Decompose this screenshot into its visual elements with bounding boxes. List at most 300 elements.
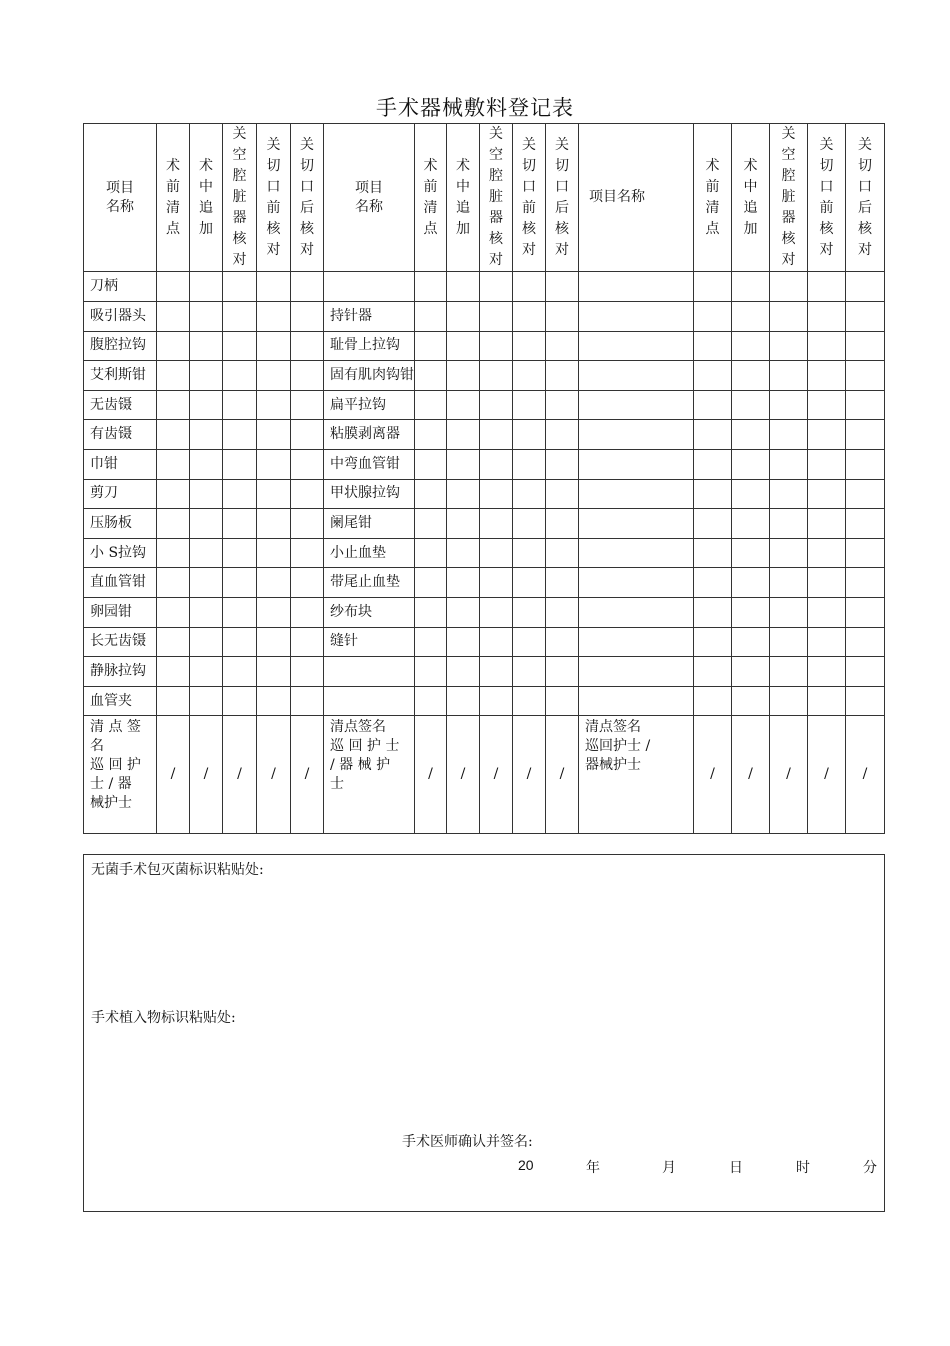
check-cell[interactable] [732,272,770,302]
check-cell[interactable] [190,331,223,361]
signature-label-cell: 清点签名 巡回护士 / 器械护士 [579,716,694,834]
check-cell[interactable] [223,449,257,479]
check-cell[interactable] [415,597,447,627]
check-cell[interactable] [513,479,546,509]
check-cell[interactable] [223,597,257,627]
check-cell[interactable] [291,686,324,716]
slash-mark: / [526,766,532,783]
check-cell[interactable] [415,390,447,420]
item-name-cell [324,657,415,687]
check-cell[interactable] [546,509,579,539]
check-cell[interactable] [157,597,190,627]
item-name-cell [579,538,694,568]
check-cell[interactable] [415,538,447,568]
check-cell[interactable] [257,657,291,687]
header-check-label: 术中追加 [743,157,758,237]
check-cell[interactable] [157,538,190,568]
check-cell[interactable] [257,272,291,302]
check-cell[interactable] [546,657,579,687]
check-cell[interactable] [846,361,885,391]
check-cell[interactable] [157,568,190,598]
check-cell[interactable] [732,302,770,332]
check-cell[interactable] [257,686,291,716]
check-cell[interactable] [257,331,291,361]
header-check-column [770,124,808,272]
check-cell[interactable] [808,538,846,568]
check-cell[interactable] [808,302,846,332]
item-name-cell [84,538,157,568]
check-cell[interactable] [480,686,513,716]
check-cell[interactable] [190,449,223,479]
check-cell[interactable] [846,302,885,332]
check-cell[interactable] [808,479,846,509]
check-cell[interactable] [808,597,846,627]
check-cell[interactable] [808,657,846,687]
item-name-cell [579,686,694,716]
check-cell[interactable] [694,331,732,361]
check-cell[interactable] [694,686,732,716]
check-cell[interactable] [415,568,447,598]
item-name: 带尾止血垫 [330,574,400,591]
check-cell[interactable] [770,686,808,716]
check-cell[interactable] [190,627,223,657]
check-cell[interactable] [157,657,190,687]
check-cell[interactable] [732,509,770,539]
check-cell[interactable] [770,420,808,450]
check-cell[interactable] [513,272,546,302]
signature-slash-cell[interactable] [732,716,770,834]
check-cell[interactable] [694,302,732,332]
check-cell[interactable] [291,627,324,657]
year-label: 年 [586,1160,600,1176]
check-cell[interactable] [546,597,579,627]
check-cell[interactable] [190,361,223,391]
check-cell[interactable] [291,420,324,450]
item-name-cell [324,686,415,716]
check-cell[interactable] [415,331,447,361]
check-cell[interactable] [257,568,291,598]
signature-slash-cell[interactable] [415,716,447,834]
check-cell[interactable] [257,479,291,509]
check-cell[interactable] [157,449,190,479]
check-cell[interactable] [546,420,579,450]
check-cell[interactable] [291,361,324,391]
check-cell[interactable] [846,479,885,509]
check-cell[interactable] [546,449,579,479]
check-cell[interactable] [257,597,291,627]
check-cell[interactable] [513,449,546,479]
signature-slash-cell[interactable] [846,716,885,834]
check-cell[interactable] [770,302,808,332]
check-cell[interactable] [190,657,223,687]
table-row [84,449,885,479]
check-cell[interactable] [546,331,579,361]
check-cell[interactable] [291,568,324,598]
check-cell[interactable] [291,390,324,420]
check-cell[interactable] [480,597,513,627]
check-cell[interactable] [190,302,223,332]
check-cell[interactable] [223,331,257,361]
check-cell[interactable] [846,686,885,716]
item-name-cell [84,597,157,627]
check-cell[interactable] [480,331,513,361]
check-cell[interactable] [846,627,885,657]
check-cell[interactable] [223,538,257,568]
header-check-label: 术中追加 [456,157,470,237]
check-cell[interactable] [223,627,257,657]
check-cell[interactable] [157,390,190,420]
check-cell[interactable] [546,538,579,568]
check-cell[interactable] [480,538,513,568]
check-cell[interactable] [190,479,223,509]
check-cell[interactable] [415,449,447,479]
table-row [84,420,885,450]
check-cell[interactable] [480,479,513,509]
check-cell[interactable] [447,302,480,332]
check-cell[interactable] [770,361,808,391]
check-cell[interactable] [157,331,190,361]
check-cell[interactable] [257,449,291,479]
check-cell[interactable] [513,331,546,361]
check-cell[interactable] [415,361,447,391]
header-check-column [694,124,732,272]
check-cell[interactable] [157,479,190,509]
check-cell[interactable] [157,686,190,716]
signature-slash-cell[interactable] [480,716,513,834]
check-cell[interactable] [846,509,885,539]
check-cell[interactable] [808,331,846,361]
check-cell[interactable] [291,509,324,539]
check-cell[interactable] [415,302,447,332]
table-row [84,538,885,568]
check-cell[interactable] [190,272,223,302]
check-cell[interactable] [770,390,808,420]
signature-slash-cell[interactable] [157,716,190,834]
table-row [84,597,885,627]
check-cell[interactable] [770,538,808,568]
check-cell[interactable] [223,420,257,450]
signature-slash-cell[interactable] [291,716,324,834]
check-cell[interactable] [694,538,732,568]
check-cell[interactable] [846,331,885,361]
table-row [84,361,885,391]
header-check-label: 关切口后核对 [555,136,569,258]
check-cell[interactable] [513,597,546,627]
check-cell[interactable] [447,479,480,509]
check-cell[interactable] [480,627,513,657]
table-row [84,657,885,687]
check-cell[interactable] [415,509,447,539]
check-cell[interactable] [808,272,846,302]
check-cell[interactable] [291,538,324,568]
check-cell[interactable] [546,686,579,716]
check-cell[interactable] [415,686,447,716]
check-cell[interactable] [291,597,324,627]
check-cell[interactable] [190,509,223,539]
header-check-label: 关空腔脏器核对 [232,126,247,268]
check-cell[interactable] [546,479,579,509]
check-cell[interactable] [732,568,770,598]
check-cell[interactable] [223,272,257,302]
check-cell[interactable] [808,361,846,391]
check-cell[interactable] [415,420,447,450]
check-cell[interactable] [480,390,513,420]
check-cell[interactable] [846,420,885,450]
check-cell[interactable] [732,657,770,687]
check-cell[interactable] [732,538,770,568]
check-cell[interactable] [223,479,257,509]
check-cell[interactable] [694,479,732,509]
check-cell[interactable] [694,420,732,450]
header-check-label: 术前清点 [166,157,180,237]
header-check-label: 关切口前核对 [522,136,536,258]
check-cell[interactable] [223,390,257,420]
check-cell[interactable] [846,568,885,598]
check-cell[interactable] [732,361,770,391]
check-cell[interactable] [257,627,291,657]
check-cell[interactable] [770,568,808,598]
check-cell[interactable] [447,627,480,657]
check-cell[interactable] [694,390,732,420]
check-cell[interactable] [223,568,257,598]
check-cell[interactable] [480,420,513,450]
check-cell[interactable] [257,538,291,568]
check-cell[interactable] [223,509,257,539]
check-cell[interactable] [770,627,808,657]
item-name: 中弯血管钳 [330,455,400,472]
year-prefix: 20 [518,1157,534,1173]
check-cell[interactable] [732,420,770,450]
check-cell[interactable] [694,272,732,302]
check-cell[interactable] [447,390,480,420]
check-cell[interactable] [480,302,513,332]
item-name: 腹腔拉钩 [90,337,146,354]
slash-mark: / [460,766,466,783]
check-cell[interactable] [447,509,480,539]
check-cell[interactable] [546,568,579,598]
item-name-cell [84,302,157,332]
item-name-cell [84,509,157,539]
check-cell[interactable] [157,509,190,539]
check-cell[interactable] [808,390,846,420]
check-cell[interactable] [447,597,480,627]
check-cell[interactable] [415,657,447,687]
header-row [84,124,885,272]
check-cell[interactable] [546,361,579,391]
check-cell[interactable] [770,509,808,539]
check-cell[interactable] [770,597,808,627]
check-cell[interactable] [513,657,546,687]
check-cell[interactable] [447,272,480,302]
check-cell[interactable] [732,331,770,361]
check-cell[interactable] [291,272,324,302]
check-cell[interactable] [694,449,732,479]
check-cell[interactable] [808,627,846,657]
check-cell[interactable] [546,390,579,420]
check-cell[interactable] [732,390,770,420]
check-cell[interactable] [732,686,770,716]
check-cell[interactable] [190,390,223,420]
check-cell[interactable] [447,686,480,716]
check-cell[interactable] [190,568,223,598]
check-cell[interactable] [732,479,770,509]
check-cell[interactable] [447,449,480,479]
check-cell[interactable] [770,331,808,361]
day-label: 日 [729,1160,743,1176]
item-name: 直血管钳 [90,574,146,591]
slash-mark: / [493,766,499,783]
check-cell[interactable] [447,420,480,450]
signature-slash-cell[interactable] [770,716,808,834]
check-cell[interactable] [846,538,885,568]
check-cell[interactable] [157,272,190,302]
check-cell[interactable] [157,627,190,657]
item-name-cell [579,657,694,687]
check-cell[interactable] [846,272,885,302]
header-check-column [190,124,223,272]
check-cell[interactable] [808,449,846,479]
header-check-column [291,124,324,272]
check-cell[interactable] [190,420,223,450]
check-cell[interactable] [223,657,257,687]
check-cell[interactable] [694,657,732,687]
check-cell[interactable] [770,479,808,509]
check-cell[interactable] [513,568,546,598]
check-cell[interactable] [480,509,513,539]
check-cell[interactable] [694,509,732,539]
check-cell[interactable] [770,449,808,479]
header-check-column [732,124,770,272]
signature-slash-cell[interactable] [513,716,546,834]
signature-slash-cell[interactable] [808,716,846,834]
item-name: 有齿镊 [90,426,132,443]
check-cell[interactable] [480,361,513,391]
check-cell[interactable] [223,686,257,716]
check-cell[interactable] [291,657,324,687]
item-name-cell [324,538,415,568]
table-row [84,272,885,302]
check-cell[interactable] [513,686,546,716]
check-cell[interactable] [480,657,513,687]
check-cell[interactable] [257,361,291,391]
check-cell[interactable] [732,627,770,657]
signature-slash-cell[interactable] [257,716,291,834]
check-cell[interactable] [257,420,291,450]
item-name-cell [579,390,694,420]
check-cell[interactable] [513,390,546,420]
check-cell[interactable] [513,361,546,391]
check-cell[interactable] [808,509,846,539]
check-cell[interactable] [546,627,579,657]
check-cell[interactable] [770,657,808,687]
check-cell[interactable] [846,390,885,420]
check-cell[interactable] [480,568,513,598]
check-cell[interactable] [291,331,324,361]
check-cell[interactable] [513,538,546,568]
item-name-cell [324,509,415,539]
check-cell[interactable] [770,272,808,302]
label-paste-area [83,854,885,1212]
check-cell[interactable] [190,597,223,627]
check-cell[interactable] [447,657,480,687]
check-cell[interactable] [415,272,447,302]
check-cell[interactable] [447,331,480,361]
check-cell[interactable] [257,390,291,420]
check-cell[interactable] [447,538,480,568]
check-cell[interactable] [223,302,257,332]
check-cell[interactable] [291,302,324,332]
check-cell[interactable] [694,361,732,391]
check-cell[interactable] [846,657,885,687]
check-cell[interactable] [415,627,447,657]
check-cell[interactable] [808,420,846,450]
item-name-cell [324,479,415,509]
check-cell[interactable] [546,302,579,332]
check-cell[interactable] [157,361,190,391]
check-cell[interactable] [190,538,223,568]
check-cell[interactable] [480,272,513,302]
slash-mark: / [170,766,176,783]
check-cell[interactable] [257,509,291,539]
item-name: 巾钳 [90,455,118,472]
item-name-cell [84,686,157,716]
check-cell[interactable] [157,420,190,450]
item-name-cell [324,331,415,361]
item-name-cell [84,449,157,479]
check-cell[interactable] [190,686,223,716]
check-cell[interactable] [513,302,546,332]
check-cell[interactable] [694,568,732,598]
signature-slash-cell[interactable] [447,716,480,834]
signature-slash-cell[interactable] [694,716,732,834]
check-cell[interactable] [846,597,885,627]
item-name-cell [579,272,694,302]
item-name-cell [324,390,415,420]
item-name-cell [579,302,694,332]
check-cell[interactable] [447,568,480,598]
month-label: 月 [662,1160,676,1176]
check-cell[interactable] [846,449,885,479]
header-check-column [480,124,513,272]
signature-slash-cell[interactable] [190,716,223,834]
check-cell[interactable] [808,568,846,598]
check-cell[interactable] [223,361,257,391]
check-cell[interactable] [546,272,579,302]
check-cell[interactable] [291,479,324,509]
item-name: 无齿镊 [90,396,132,413]
check-cell[interactable] [513,627,546,657]
check-cell[interactable] [808,686,846,716]
check-cell[interactable] [694,597,732,627]
check-cell[interactable] [732,597,770,627]
header-check-label: 关切口前核对 [819,136,834,258]
check-cell[interactable] [694,627,732,657]
check-cell[interactable] [291,449,324,479]
check-cell[interactable] [257,302,291,332]
signature-slash-cell[interactable] [546,716,579,834]
signature-label-cell: 清 点 签 名 巡 回 护 士 / 器 械护士 [84,716,157,834]
check-cell[interactable] [732,449,770,479]
check-cell[interactable] [157,302,190,332]
check-cell[interactable] [447,361,480,391]
check-cell[interactable] [480,449,513,479]
signature-slash-cell[interactable] [223,716,257,834]
header-item-name: 项目 名称 [84,124,157,272]
check-cell[interactable] [415,479,447,509]
check-cell[interactable] [513,509,546,539]
check-cell[interactable] [513,420,546,450]
item-name-cell [579,568,694,598]
